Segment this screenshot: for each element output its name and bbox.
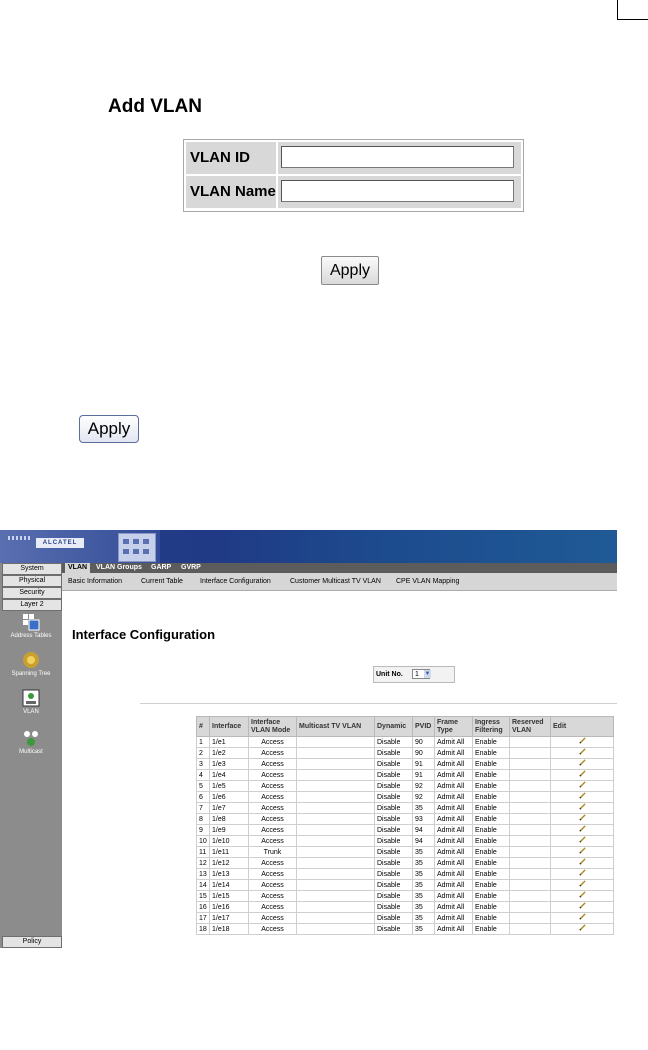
table-cell: Admit All bbox=[435, 902, 473, 913]
column-header: PVID bbox=[413, 717, 435, 737]
table-cell: 1/e15 bbox=[210, 891, 249, 902]
table-row bbox=[197, 924, 614, 935]
table-cell: Enable bbox=[473, 814, 510, 825]
table-cell: Admit All bbox=[435, 814, 473, 825]
vlan-id-input[interactable] bbox=[281, 146, 514, 168]
table-cell: Disable bbox=[375, 858, 413, 869]
edit-cell[interactable] bbox=[551, 880, 614, 891]
table-cell: 35 bbox=[413, 891, 435, 902]
pencil-icon[interactable] bbox=[579, 737, 586, 744]
table-cell bbox=[510, 836, 551, 847]
table-cell: 35 bbox=[413, 880, 435, 891]
table-cell: 17 bbox=[197, 913, 210, 924]
table-cell: 18 bbox=[197, 924, 210, 935]
unit-no-label: Unit No. bbox=[376, 671, 403, 678]
table-cell: 1/e10 bbox=[210, 836, 249, 847]
table-cell bbox=[297, 913, 375, 924]
table-row bbox=[197, 913, 614, 924]
table-cell: 8 bbox=[197, 814, 210, 825]
edit-cell[interactable] bbox=[551, 891, 614, 902]
table-cell: 1/e7 bbox=[210, 803, 249, 814]
address-tables-icon bbox=[22, 613, 40, 631]
table-row bbox=[197, 759, 614, 770]
table-cell: 11 bbox=[197, 847, 210, 858]
pencil-icon[interactable] bbox=[579, 880, 586, 887]
subtab-interface-configuration[interactable]: Interface Configuration bbox=[200, 578, 271, 585]
table-cell: 9 bbox=[197, 825, 210, 836]
table-cell: 91 bbox=[413, 759, 435, 770]
table-cell: 35 bbox=[413, 913, 435, 924]
table-cell: Disable bbox=[375, 902, 413, 913]
table-row bbox=[197, 825, 614, 836]
table-cell: Access bbox=[249, 748, 297, 759]
table-row bbox=[197, 803, 614, 814]
table-cell: Trunk bbox=[249, 847, 297, 858]
table-cell bbox=[510, 814, 551, 825]
pencil-icon[interactable] bbox=[579, 825, 586, 832]
table-cell: Admit All bbox=[435, 847, 473, 858]
table-cell: Enable bbox=[473, 880, 510, 891]
table-cell: Enable bbox=[473, 902, 510, 913]
table-cell: Access bbox=[249, 792, 297, 803]
sidebar-item-label: Multicast bbox=[19, 749, 43, 755]
pencil-icon[interactable] bbox=[579, 759, 586, 766]
table-cell bbox=[510, 924, 551, 935]
table-cell: 1/e18 bbox=[210, 924, 249, 935]
edit-cell[interactable] bbox=[551, 913, 614, 924]
table-cell: 7 bbox=[197, 803, 210, 814]
table-cell: Disable bbox=[375, 770, 413, 781]
sub-tabs bbox=[62, 573, 617, 591]
table-cell bbox=[510, 913, 551, 924]
table-cell: 14 bbox=[197, 880, 210, 891]
vlan-icon bbox=[22, 689, 40, 707]
table-cell: 90 bbox=[413, 748, 435, 759]
table-cell: Access bbox=[249, 770, 297, 781]
tab-gvrp[interactable]: GVRP bbox=[181, 564, 201, 571]
table-cell: Admit All bbox=[435, 880, 473, 891]
table-cell: Access bbox=[249, 913, 297, 924]
edit-cell[interactable] bbox=[551, 869, 614, 880]
table-cell: Access bbox=[249, 814, 297, 825]
table-cell bbox=[297, 880, 375, 891]
table-cell bbox=[297, 902, 375, 913]
page-corner-mark bbox=[617, 0, 648, 20]
pencil-icon[interactable] bbox=[579, 891, 586, 898]
pencil-icon[interactable] bbox=[579, 858, 586, 865]
tab-garp[interactable]: GARP bbox=[151, 564, 172, 571]
table-cell: 1/e17 bbox=[210, 913, 249, 924]
subtab-current-table[interactable]: Current Table bbox=[141, 578, 183, 585]
vlan-id-label: VLAN ID bbox=[186, 142, 276, 174]
table-row bbox=[197, 847, 614, 858]
table-row bbox=[197, 770, 614, 781]
pencil-icon[interactable] bbox=[579, 913, 586, 920]
table-cell: Enable bbox=[473, 792, 510, 803]
pencil-icon[interactable] bbox=[579, 748, 586, 755]
vlan-name-row bbox=[186, 176, 521, 208]
table-cell: Disable bbox=[375, 814, 413, 825]
sidebar-tab-security[interactable]: Security bbox=[2, 587, 62, 599]
table-row bbox=[197, 814, 614, 825]
table-cell: Enable bbox=[473, 836, 510, 847]
sidebar-item-spanning-tree[interactable] bbox=[0, 651, 62, 677]
table-cell: Disable bbox=[375, 891, 413, 902]
table-cell: Access bbox=[249, 891, 297, 902]
table-row bbox=[197, 902, 614, 913]
table-cell: Enable bbox=[473, 858, 510, 869]
table-cell: Enable bbox=[473, 924, 510, 935]
subtab-cpe-vlan-mapping[interactable]: CPE VLAN Mapping bbox=[396, 578, 460, 585]
edit-cell[interactable] bbox=[551, 847, 614, 858]
sidebar-tab-policy[interactable]: Policy bbox=[2, 936, 62, 948]
sidebar-item-label: Address Tables bbox=[10, 633, 52, 639]
table-cell bbox=[510, 792, 551, 803]
table-cell bbox=[297, 748, 375, 759]
sidebar-item-multicast[interactable] bbox=[0, 729, 62, 755]
table-cell: 4 bbox=[197, 770, 210, 781]
pencil-icon[interactable] bbox=[579, 781, 586, 788]
table-cell: 3 bbox=[197, 759, 210, 770]
table-cell: Enable bbox=[473, 891, 510, 902]
table-cell: Admit All bbox=[435, 770, 473, 781]
table-row bbox=[197, 792, 614, 803]
table-row bbox=[197, 748, 614, 759]
table-cell: Enable bbox=[473, 781, 510, 792]
spanning-tree-icon bbox=[22, 651, 40, 669]
table-cell: 1/e4 bbox=[210, 770, 249, 781]
tab-vlan-groups[interactable]: VLAN Groups bbox=[96, 564, 142, 571]
table-cell bbox=[297, 803, 375, 814]
table-cell: Access bbox=[249, 858, 297, 869]
top-tabs bbox=[62, 563, 617, 573]
sidebar-tab-layer2[interactable]: Layer 2 bbox=[2, 599, 62, 611]
sidebar-item-vlan[interactable] bbox=[0, 689, 62, 715]
table-cell: 94 bbox=[413, 825, 435, 836]
table-cell: 90 bbox=[413, 737, 435, 748]
edit-cell[interactable] bbox=[551, 836, 614, 847]
table-cell bbox=[297, 737, 375, 748]
table-cell: 16 bbox=[197, 902, 210, 913]
table-cell bbox=[510, 803, 551, 814]
column-header: Dynamic bbox=[375, 717, 413, 737]
table-cell bbox=[297, 759, 375, 770]
table-cell: 92 bbox=[413, 781, 435, 792]
edit-cell[interactable] bbox=[551, 737, 614, 748]
table-cell: 6 bbox=[197, 792, 210, 803]
table-cell bbox=[297, 847, 375, 858]
table-cell: Disable bbox=[375, 781, 413, 792]
table-cell bbox=[510, 781, 551, 792]
table-cell: 35 bbox=[413, 869, 435, 880]
table-cell: Enable bbox=[473, 913, 510, 924]
table-row bbox=[197, 869, 614, 880]
table-cell: Disable bbox=[375, 759, 413, 770]
pencil-icon[interactable] bbox=[579, 902, 586, 909]
subtab-basic-information[interactable]: Basic Information bbox=[68, 578, 123, 585]
table-cell: Enable bbox=[473, 869, 510, 880]
edit-cell[interactable] bbox=[551, 902, 614, 913]
table-cell bbox=[510, 759, 551, 770]
tab-vlan[interactable]: VLAN bbox=[65, 563, 90, 573]
table-cell: Admit All bbox=[435, 737, 473, 748]
interface-configuration-screenshot bbox=[0, 530, 617, 948]
pencil-icon[interactable] bbox=[579, 803, 586, 810]
table-cell: Enable bbox=[473, 759, 510, 770]
table-cell: Disable bbox=[375, 836, 413, 847]
table-cell: 1/e6 bbox=[210, 792, 249, 803]
table-cell: 35 bbox=[413, 902, 435, 913]
edit-cell[interactable] bbox=[551, 858, 614, 869]
edit-cell[interactable] bbox=[551, 803, 614, 814]
table-row bbox=[197, 737, 614, 748]
column-header: Edit bbox=[551, 717, 614, 737]
sidebar-tab-physical[interactable]: Physical bbox=[2, 575, 62, 587]
table-row bbox=[197, 836, 614, 847]
table-cell bbox=[510, 869, 551, 880]
table-cell: Disable bbox=[375, 737, 413, 748]
table-cell bbox=[510, 858, 551, 869]
divider bbox=[140, 703, 617, 704]
table-cell: Disable bbox=[375, 792, 413, 803]
table-cell: 35 bbox=[413, 803, 435, 814]
pencil-icon[interactable] bbox=[579, 836, 586, 843]
table-cell: Admit All bbox=[435, 825, 473, 836]
alcatel-logo: ALCATEL bbox=[36, 538, 84, 548]
sidebar-item-label: Spanning Tree bbox=[11, 671, 51, 677]
table-cell: 1/e13 bbox=[210, 869, 249, 880]
table-cell: Disable bbox=[375, 825, 413, 836]
app-banner bbox=[0, 530, 617, 563]
table-cell: 12 bbox=[197, 858, 210, 869]
table-cell: Admit All bbox=[435, 748, 473, 759]
table-cell: Enable bbox=[473, 847, 510, 858]
table-cell: Enable bbox=[473, 748, 510, 759]
table-cell: Disable bbox=[375, 803, 413, 814]
table-cell bbox=[297, 792, 375, 803]
interface-configuration-table bbox=[196, 716, 614, 935]
table-cell: Admit All bbox=[435, 924, 473, 935]
table-cell: 10 bbox=[197, 836, 210, 847]
table-cell bbox=[297, 869, 375, 880]
table-cell: Enable bbox=[473, 737, 510, 748]
chevron-down-icon: ▼ bbox=[424, 671, 431, 677]
table-cell: Access bbox=[249, 803, 297, 814]
vlan-name-label: VLAN Name bbox=[186, 176, 276, 208]
table-cell: 1/e1 bbox=[210, 737, 249, 748]
table-cell bbox=[297, 924, 375, 935]
sidebar-tab-system[interactable]: System bbox=[2, 563, 62, 575]
table-cell: Disable bbox=[375, 924, 413, 935]
table-cell: 13 bbox=[197, 869, 210, 880]
table-cell: Access bbox=[249, 836, 297, 847]
subtab-customer-multicast-tv-vlan[interactable]: Customer Multicast TV VLAN bbox=[290, 578, 381, 585]
pencil-icon[interactable] bbox=[579, 869, 586, 876]
table-cell: 1/e3 bbox=[210, 759, 249, 770]
column-header: Interface bbox=[210, 717, 249, 737]
column-header: Reserved VLAN bbox=[510, 717, 551, 737]
edit-cell[interactable] bbox=[551, 814, 614, 825]
table-cell bbox=[297, 858, 375, 869]
building-icon bbox=[118, 533, 156, 562]
edit-cell[interactable] bbox=[551, 825, 614, 836]
table-cell bbox=[510, 748, 551, 759]
vlan-name-input[interactable] bbox=[281, 180, 514, 202]
table-cell bbox=[297, 836, 375, 847]
table-cell bbox=[297, 814, 375, 825]
table-row bbox=[197, 781, 614, 792]
table-row bbox=[197, 858, 614, 869]
table-cell: 1 bbox=[197, 737, 210, 748]
table-cell: 35 bbox=[413, 858, 435, 869]
table-cell: Admit All bbox=[435, 836, 473, 847]
table-cell: 93 bbox=[413, 814, 435, 825]
table-cell: Admit All bbox=[435, 759, 473, 770]
table-cell: Admit All bbox=[435, 869, 473, 880]
table-cell bbox=[510, 847, 551, 858]
table-cell: Access bbox=[249, 759, 297, 770]
table-cell: 1/e2 bbox=[210, 748, 249, 759]
table-cell: 35 bbox=[413, 847, 435, 858]
table-cell: 94 bbox=[413, 836, 435, 847]
pencil-icon[interactable] bbox=[579, 847, 586, 854]
table-cell: 1/e16 bbox=[210, 902, 249, 913]
table-cell bbox=[510, 825, 551, 836]
table-cell: 1/e14 bbox=[210, 880, 249, 891]
table-cell bbox=[297, 825, 375, 836]
add-vlan-form bbox=[183, 139, 524, 212]
table-cell: Admit All bbox=[435, 858, 473, 869]
table-cell: Disable bbox=[375, 880, 413, 891]
column-header: Frame Type bbox=[435, 717, 473, 737]
edit-cell[interactable] bbox=[551, 770, 614, 781]
table-cell: Access bbox=[249, 880, 297, 891]
table-cell: 92 bbox=[413, 792, 435, 803]
table-cell: 5 bbox=[197, 781, 210, 792]
table-cell: Access bbox=[249, 825, 297, 836]
table-cell bbox=[297, 770, 375, 781]
table-cell: 15 bbox=[197, 891, 210, 902]
pencil-icon[interactable] bbox=[579, 770, 586, 777]
unit-no-select[interactable]: 1 ▼ bbox=[412, 669, 430, 679]
sidebar-item-label: VLAN bbox=[23, 709, 39, 715]
table-cell: Admit All bbox=[435, 803, 473, 814]
table-cell: 91 bbox=[413, 770, 435, 781]
table-cell: Disable bbox=[375, 847, 413, 858]
table-cell bbox=[510, 880, 551, 891]
table-cell: Disable bbox=[375, 748, 413, 759]
table-cell bbox=[297, 891, 375, 902]
column-header: Ingress Filtering bbox=[473, 717, 510, 737]
column-header: # bbox=[197, 717, 210, 737]
sidebar bbox=[0, 563, 62, 948]
pencil-icon[interactable] bbox=[579, 792, 586, 799]
page-title: Interface Configuration bbox=[72, 627, 216, 642]
edit-cell[interactable] bbox=[551, 781, 614, 792]
table-cell: 1/e5 bbox=[210, 781, 249, 792]
sidebar-item-address-tables[interactable] bbox=[0, 613, 62, 639]
unit-no-panel bbox=[373, 666, 455, 683]
pencil-icon[interactable] bbox=[579, 924, 586, 931]
edit-cell[interactable] bbox=[551, 759, 614, 770]
table-cell bbox=[297, 781, 375, 792]
table-cell: Enable bbox=[473, 770, 510, 781]
add-vlan-apply-button[interactable]: Apply bbox=[321, 256, 379, 285]
column-header: Multicast TV VLAN bbox=[297, 717, 375, 737]
table-cell: Access bbox=[249, 902, 297, 913]
table-row bbox=[197, 880, 614, 891]
table-cell: 2 bbox=[197, 748, 210, 759]
table-cell: Access bbox=[249, 924, 297, 935]
table-cell: 1/e8 bbox=[210, 814, 249, 825]
table-cell: Enable bbox=[473, 825, 510, 836]
table-cell bbox=[510, 770, 551, 781]
table-cell bbox=[510, 891, 551, 902]
add-vlan-title: Add VLAN bbox=[108, 96, 202, 117]
table-cell: 35 bbox=[413, 924, 435, 935]
table-row bbox=[197, 891, 614, 902]
table-cell bbox=[510, 902, 551, 913]
table-cell: 1/e11 bbox=[210, 847, 249, 858]
table-cell: Admit All bbox=[435, 792, 473, 803]
table-cell: Enable bbox=[473, 803, 510, 814]
pencil-icon[interactable] bbox=[579, 814, 586, 821]
table-cell: 1/e12 bbox=[210, 858, 249, 869]
multicast-icon bbox=[22, 729, 40, 747]
table-cell: Disable bbox=[375, 869, 413, 880]
table-cell: Access bbox=[249, 781, 297, 792]
vlan-id-row bbox=[186, 142, 521, 174]
apply-button[interactable]: Apply bbox=[79, 415, 139, 443]
table-cell: 1/e9 bbox=[210, 825, 249, 836]
table-cell: Access bbox=[249, 869, 297, 880]
table-cell: Disable bbox=[375, 913, 413, 924]
table-cell: Admit All bbox=[435, 891, 473, 902]
edit-cell[interactable] bbox=[551, 748, 614, 759]
table-cell: Admit All bbox=[435, 913, 473, 924]
edit-cell[interactable] bbox=[551, 792, 614, 803]
table-cell: Admit All bbox=[435, 781, 473, 792]
column-header: Interface VLAN Mode bbox=[249, 717, 297, 737]
table-cell: Access bbox=[249, 737, 297, 748]
edit-cell[interactable] bbox=[551, 924, 614, 935]
table-cell bbox=[510, 737, 551, 748]
